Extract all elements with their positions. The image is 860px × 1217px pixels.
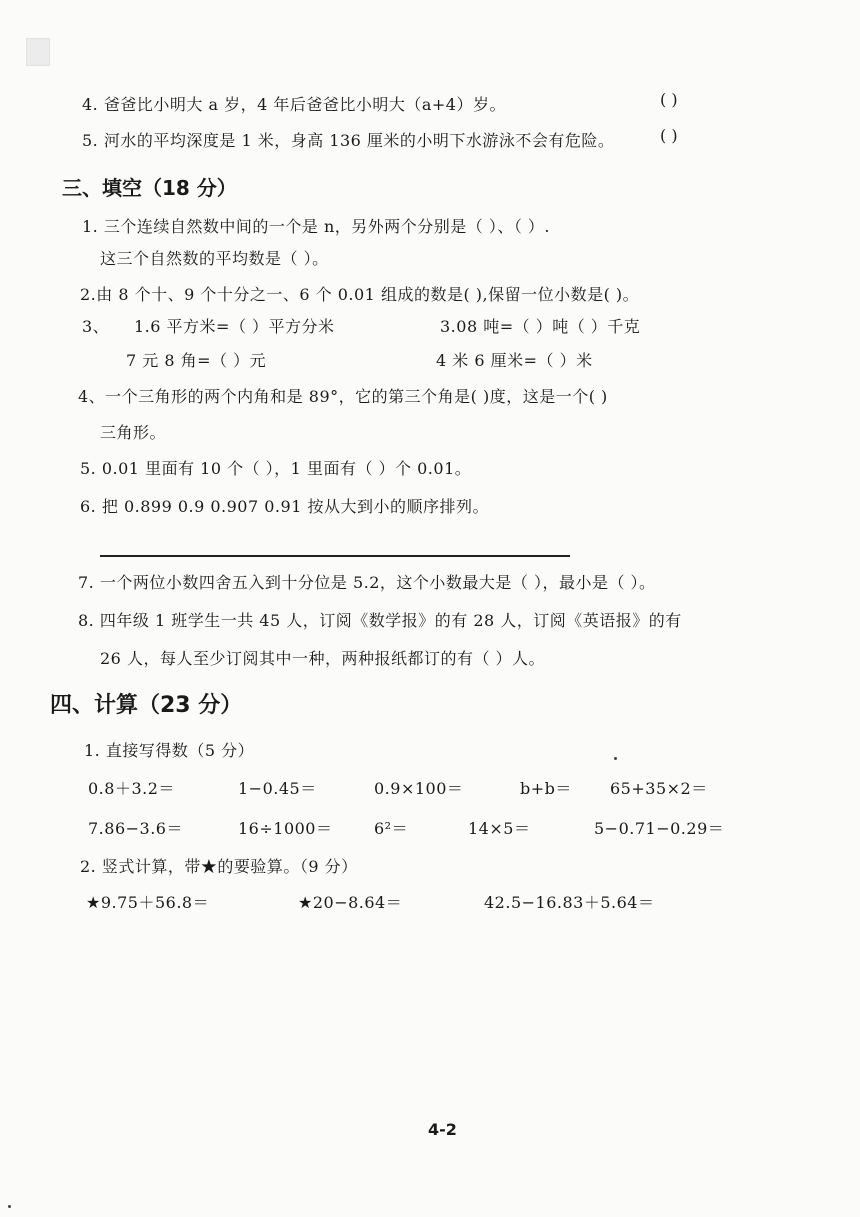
calc-item: 65+35×2＝ — [610, 779, 708, 798]
fill-question-3d: 4 米 6 厘米=（ ）米 — [436, 351, 593, 370]
fill-question-1-cont: 这三个自然数的平均数是（ ）。 — [100, 249, 329, 268]
vertical-calc-item: ★20−8.64＝ — [298, 893, 403, 912]
fill-question-8: 8. 四年级 1 班学生一共 45 人，订阅《数学报》的有 28 人，订阅《英语报》的有 — [78, 611, 682, 630]
page-number: 4-2 — [428, 1120, 457, 1139]
calc-item: 7.86−3.6＝ — [88, 819, 183, 838]
answer-write-line[interactable] — [100, 555, 570, 557]
calc-item: 5−0.71−0.29＝ — [594, 819, 725, 838]
calc-item: 6²＝ — [374, 819, 409, 838]
judge-answer-paren-4[interactable]: ( ) — [660, 90, 678, 109]
fill-question-3b: 3.08 吨=（ ）吨（ ）千克 — [440, 317, 641, 336]
fill-question-1: 1. 三个连续自然数中间的一个是 n，另外两个分别是（ ）、（ ）. — [82, 217, 551, 236]
judge-answer-paren-5[interactable]: ( ) — [660, 126, 678, 145]
fill-question-3c: 7 元 8 角=（ ）元 — [126, 351, 267, 370]
fill-question-4-cont: 三角形。 — [100, 423, 167, 442]
calc-subsection-1: 1. 直接写得数（5 分） — [84, 741, 255, 760]
vertical-calc-item: 42.5−16.83＋5.64＝ — [484, 893, 655, 912]
fill-question-8-cont: 26 人，每人至少订阅其中一种，两种报纸都订的有（ ）人。 — [100, 649, 546, 668]
fill-question-4: 4、一个三角形的两个内角和是 89°，它的第三个角是( )度，这是一个( ) — [78, 387, 608, 406]
scan-speck — [8, 1205, 11, 1208]
judge-question-5: 5. 河水的平均深度是 1 米，身高 136 厘米的小明下水游泳不会有危险。 — [82, 131, 615, 150]
calc-item: b+b＝ — [520, 779, 572, 798]
section-title-calculation: 四、计算（23 分） — [50, 693, 243, 718]
scan-speck — [614, 757, 617, 760]
calc-item: 14×5＝ — [468, 819, 531, 838]
fill-question-6: 6. 把 0.899 0.9 0.907 0.91 按从大到小的顺序排列。 — [80, 497, 489, 516]
calc-item: 0.9×100＝ — [374, 779, 464, 798]
section-title-fill-blank: 三、填空（18 分） — [62, 176, 237, 200]
fill-question-5: 5. 0.01 里面有 10 个（ ），1 里面有（ ）个 0.01。 — [80, 459, 472, 478]
vertical-calc-item: ★9.75＋56.8＝ — [86, 893, 210, 912]
fill-question-2: 2.由 8 个十、9 个十分之一、6 个 0.01 组成的数是( ),保留一位小数是( )。 — [80, 285, 640, 304]
calc-item: 0.8＋3.2＝ — [88, 779, 175, 798]
fill-question-7: 7. 一个两位小数四舍五入到十分位是 5.2，这个小数最大是（ ），最小是（ ）。 — [78, 573, 656, 592]
judge-question-4: 4. 爸爸比小明大 a 岁，4 年后爸爸比小明大（a+4）岁。 — [82, 95, 506, 114]
fill-question-3-label: 3、 — [82, 317, 110, 336]
calc-item: 16÷1000＝ — [238, 819, 333, 838]
calc-subsection-2: 2. 竖式计算，带★的要验算。（9 分） — [80, 857, 358, 876]
fill-question-3a: 1.6 平方米=（ ）平方分米 — [134, 317, 335, 336]
scan-artifact — [26, 38, 50, 66]
calc-item: 1−0.45＝ — [238, 779, 317, 798]
